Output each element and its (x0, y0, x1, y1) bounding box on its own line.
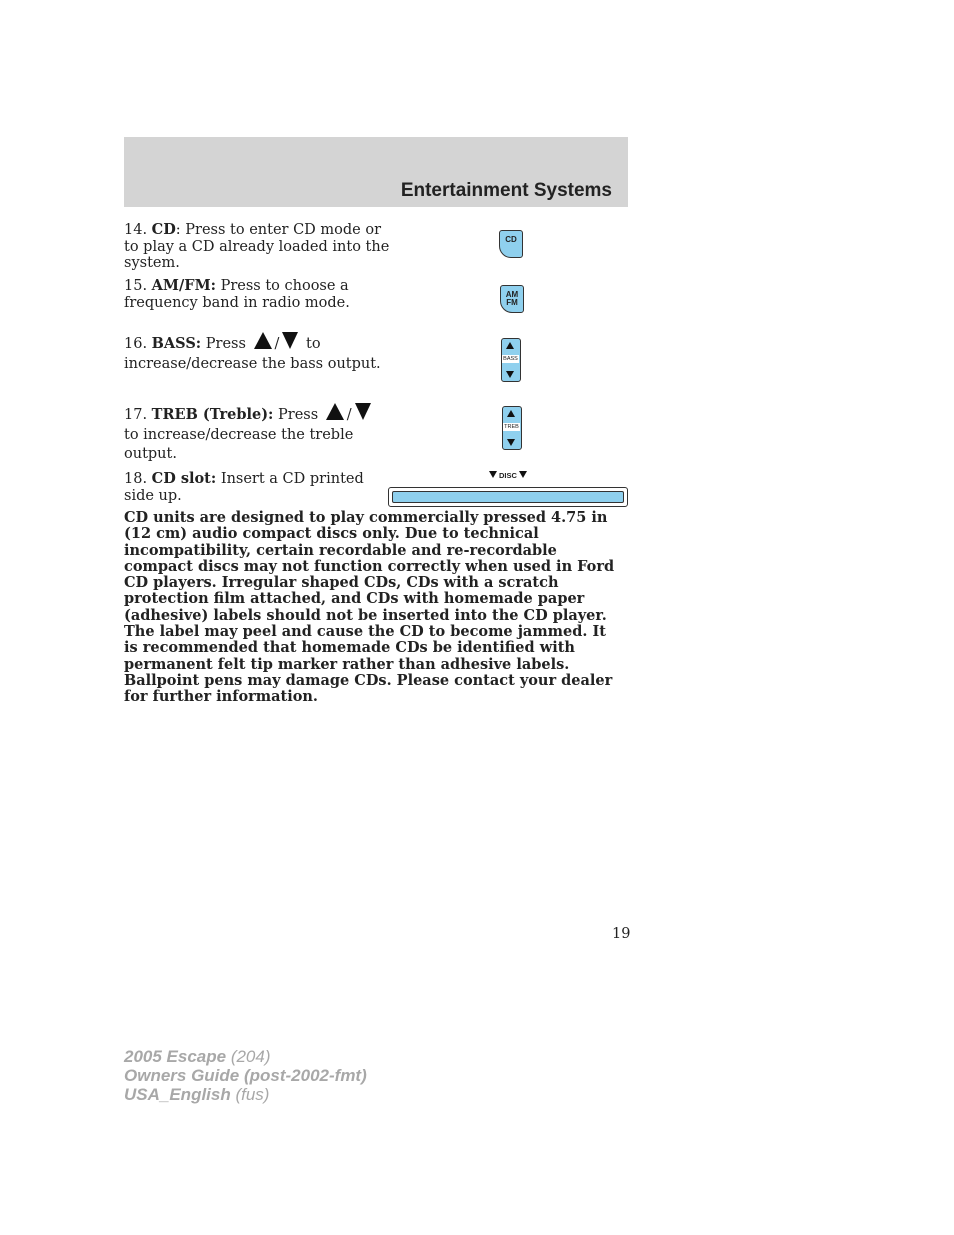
item-text: to (301, 336, 321, 352)
item-text: : Press to enter CD mode or (175, 222, 382, 238)
item-text: side up. (124, 487, 182, 504)
item-text: output. (124, 445, 177, 462)
amfm-button-label-am: AM (505, 290, 519, 299)
item-label: BASS: (151, 335, 202, 352)
item-cd (124, 222, 389, 272)
item-text: system. (124, 255, 180, 271)
item-label: AM/FM: (151, 277, 216, 294)
slash: / (274, 336, 280, 352)
item-number: 15. (124, 278, 148, 294)
item-number: 18. (124, 471, 148, 487)
item-text: Press (201, 336, 251, 352)
arrow-down-icon (355, 403, 371, 420)
arrow-down-icon (489, 471, 497, 478)
item-bass (124, 332, 381, 375)
cd-button-label: CD (505, 235, 517, 244)
arrow-up-icon (326, 403, 344, 420)
rocker-down-icon (507, 439, 515, 446)
item-label: CD (151, 221, 176, 238)
amfm-button-icon (500, 285, 524, 313)
item-text: Press (273, 407, 323, 423)
cd-button-icon (499, 230, 523, 258)
item-cd-slot (124, 471, 364, 504)
disc-label-text: DISC (499, 471, 517, 480)
cd-slot-icon (388, 487, 628, 507)
footer-model-code: (204) (226, 1047, 271, 1066)
item-text: frequency band in radio mode. (124, 294, 350, 311)
rocker-down-icon (506, 371, 514, 378)
footer-guide: Owners Guide (post-2002-fmt) (124, 1066, 367, 1085)
disc-label (487, 471, 529, 480)
item-number: 14. (124, 222, 148, 238)
item-number: 17. (124, 407, 148, 423)
item-label: TREB (Treble): (151, 406, 274, 423)
slash: / (346, 407, 352, 423)
bass-rocker-icon (501, 338, 521, 382)
section-title: Entertainment Systems (400, 180, 612, 201)
arrow-up-icon (254, 332, 272, 349)
item-text: to play a CD already loaded into the (124, 238, 390, 255)
item-text: Press to choose a (215, 278, 349, 294)
footer (124, 1047, 367, 1104)
treb-rocker-icon (502, 406, 522, 450)
arrow-down-icon (519, 471, 527, 478)
page-number: 19 (612, 926, 631, 942)
rocker-up-icon (506, 342, 514, 349)
item-text: increase/decrease the bass output. (124, 355, 381, 372)
footer-language-code: (fus) (230, 1085, 270, 1104)
header-band (124, 137, 628, 207)
treb-rocker-label: TREB (504, 424, 519, 430)
item-number: 16. (124, 336, 148, 352)
item-treb (124, 403, 374, 462)
item-text: Insert a CD printed (216, 471, 364, 487)
item-text: to increase/decrease the treble (124, 426, 354, 443)
bass-rocker-label: BASS (503, 356, 518, 362)
item-amfm (124, 278, 350, 311)
item-label: CD slot: (151, 470, 217, 487)
amfm-button-label-fm: FM (506, 298, 518, 307)
cd-slot-opening (392, 491, 624, 503)
footer-model: 2005 Escape (124, 1047, 227, 1066)
footer-language: USA_English (124, 1085, 231, 1104)
rocker-up-icon (507, 410, 515, 417)
cd-warning-paragraph: CD units are designed to play commercially pressed 4.75 in (12 cm) audio compact discs only. Due to technical incompatibility, certain recordable and re-recordable compact discs may not function correctly when used in Ford CD players. Irregular shaped CDs, CDs with a scratch protection film attached, and CDs with homemade paper (adhesive) labels should not be inserted into the CD player. The label may peel and cause the CD to become jammed. It is recommended that homemade CDs be identified with permanent felt tip marker rather than adhesive labels. Ballpoint pens may damage CDs. Please contact your dealer for further information. (124, 509, 615, 706)
arrow-down-icon (282, 332, 298, 349)
